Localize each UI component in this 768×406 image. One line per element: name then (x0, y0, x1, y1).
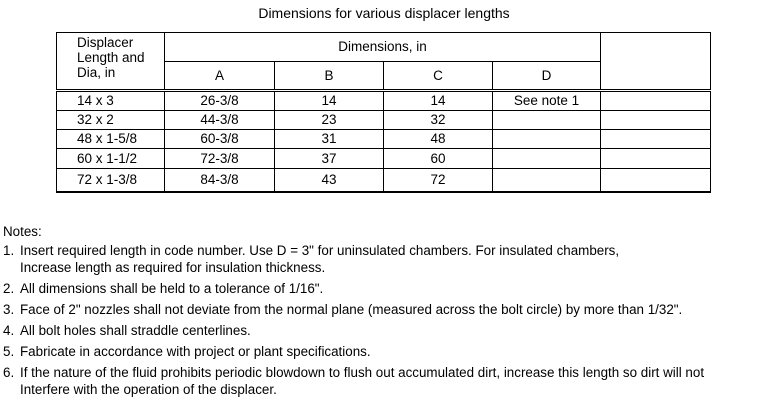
table-row (57, 169, 711, 192)
cell-d: See note 1 (493, 91, 601, 111)
note-item (3, 301, 768, 318)
header-displacer-line-1: Displacer (77, 35, 134, 50)
note-number: 3. (3, 302, 15, 317)
header-displacer-line-3: Dia, in (77, 65, 116, 80)
header-dimensions: Dimensions, in (165, 33, 601, 62)
cell-size: 60 x 1-1/2 (57, 149, 165, 169)
dimensions-table (56, 32, 711, 193)
note-text: Face of 2" nozzles shall not deviate from the normal plane (measured across the bolt circle) by more than 1/32". (20, 302, 683, 317)
header-displacer-line-2: Length and (77, 50, 145, 65)
note-text: Fabricate in accordance with project or plant specifications. (20, 344, 371, 359)
header-displacer (57, 33, 165, 91)
header-col-c: C (384, 62, 493, 91)
note-number: 2. (3, 281, 15, 296)
header-row-1 (57, 33, 711, 62)
header-col-b: B (275, 62, 384, 91)
cell-b: 14 (275, 91, 384, 111)
cell-c: 48 (384, 130, 493, 149)
note-text: Interfere with the operation of the displacer. (20, 382, 277, 397)
table-title: Dimensions for various displacer lengths (258, 5, 510, 21)
cell-c: 32 (384, 111, 493, 130)
table-row (57, 111, 711, 130)
note-number: 1. (3, 243, 15, 258)
cell-c: 72 (384, 169, 493, 192)
note-number: 4. (3, 323, 15, 338)
notes-heading: Notes: (3, 224, 42, 239)
cell-d (493, 111, 601, 130)
cell-a: 44-3/8 (165, 111, 275, 130)
cell-c: 14 (384, 91, 493, 111)
note-text: Insert required length in code number. Use D = 3" for uninsulated chambers. For insulated chambers, (20, 243, 620, 258)
notes-section (3, 223, 768, 402)
header-col-d: D (493, 62, 601, 91)
header-col-a: A (165, 62, 275, 91)
table-row (57, 91, 711, 111)
cell-blank (601, 149, 711, 169)
note-number: 6. (3, 365, 15, 380)
cell-blank (601, 169, 711, 192)
cell-blank (601, 91, 711, 111)
note-item (3, 280, 768, 297)
table-row (57, 149, 711, 169)
header-blank (601, 33, 711, 91)
note-text: Increase length as required for insulation thickness. (20, 260, 326, 275)
cell-a: 60-3/8 (165, 130, 275, 149)
note-item (3, 242, 768, 276)
cell-d (493, 169, 601, 192)
note-text: All bolt holes shall straddle centerlines. (20, 323, 251, 338)
cell-d (493, 149, 601, 169)
note-item (3, 343, 768, 360)
cell-a: 26-3/8 (165, 91, 275, 111)
cell-a: 72-3/8 (165, 149, 275, 169)
cell-blank (601, 130, 711, 149)
cell-b: 37 (275, 149, 384, 169)
cell-b: 31 (275, 130, 384, 149)
cell-size: 32 x 2 (57, 111, 165, 130)
cell-size: 14 x 3 (57, 91, 165, 111)
note-text: All dimensions shall be held to a tolerance of 1/16". (20, 281, 324, 296)
note-item (3, 364, 768, 398)
note-text: If the nature of the fluid prohibits periodic blowdown to flush out accumulated dirt, increase this length so dirt will not (20, 365, 705, 380)
table-row (57, 130, 711, 149)
cell-b: 23 (275, 111, 384, 130)
cell-size: 48 x 1-5/8 (57, 130, 165, 149)
cell-size: 72 x 1-3/8 (57, 169, 165, 192)
cell-b: 43 (275, 169, 384, 192)
cell-a: 84-3/8 (165, 169, 275, 192)
note-item (3, 322, 768, 339)
cell-blank (601, 111, 711, 130)
note-number: 5. (3, 344, 15, 359)
cell-d (493, 130, 601, 149)
cell-c: 60 (384, 149, 493, 169)
